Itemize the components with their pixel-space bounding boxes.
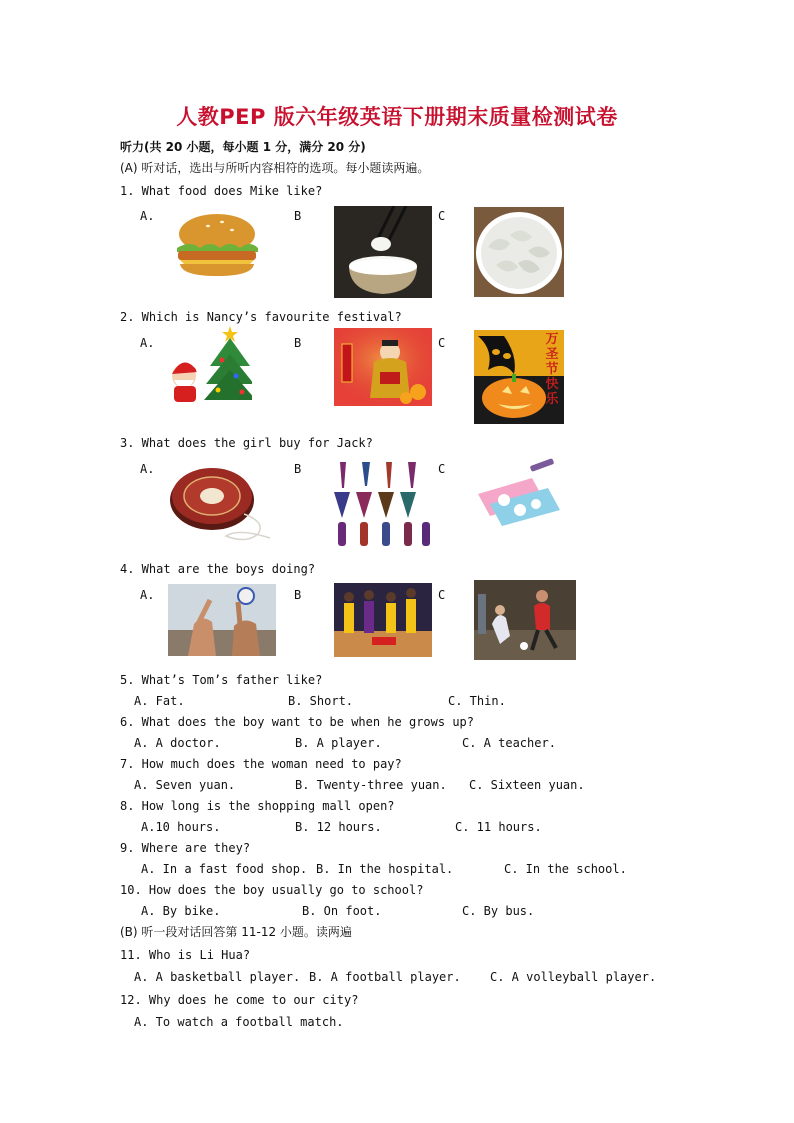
q9-option-a: A. In a fast food shop.	[141, 862, 308, 876]
rice-bowl-icon	[334, 206, 432, 298]
q10-option-c: C. By bus.	[462, 904, 535, 918]
q2-option-b-label: B	[294, 336, 302, 350]
q11-option-c: C. A volleyball player.	[490, 970, 657, 984]
q3-option-b-label: B	[294, 462, 302, 476]
q6-option-a: A. A doctor.	[134, 736, 221, 750]
q6-option-b: B. A player.	[295, 736, 382, 750]
q6-option-c: C. A teacher.	[462, 736, 556, 750]
question-1: 1. What food does Mike like?	[120, 184, 323, 198]
hairpins-icon	[330, 458, 434, 550]
pencil-case-icon	[474, 458, 566, 528]
q11-option-a: A. A basketball player.	[134, 970, 301, 984]
question-2: 2. Which is Nancy’s favourite festival?	[120, 310, 402, 324]
q11-option-b: B. A football player.	[309, 970, 461, 984]
basketball-icon	[334, 583, 432, 657]
spring-festival-icon	[334, 328, 432, 406]
question-4: 4. What are the boys doing?	[120, 562, 316, 576]
q4-option-a-label: A.	[140, 588, 155, 602]
hamburger-icon	[170, 206, 264, 284]
q9-option-c: C. In the school.	[504, 862, 627, 876]
q1-option-b-label: B	[294, 209, 302, 223]
q4-option-b-label: B	[294, 588, 302, 602]
q7-option-b: B. Twenty-three yuan.	[295, 778, 447, 792]
question-10: 10. How does the boy usually go to school?	[120, 883, 424, 897]
halloween-greeting: 万 圣 节 快 乐	[545, 332, 559, 407]
q10-option-a: A. By bike.	[141, 904, 221, 918]
question-3: 3. What does the girl buy for Jack?	[120, 436, 373, 450]
page-title: 人教PEP 版六年级英语下册期末质量检测试卷	[176, 105, 618, 129]
q1-option-a-label: A.	[140, 209, 155, 223]
q10-option-b: B. On foot.	[302, 904, 382, 918]
question-11: 11. Who is Li Hua?	[120, 948, 251, 962]
section-listening-heading: 听力(共 20 小题，每小题 1 分，满分 20 分)	[120, 140, 366, 154]
question-5: 5. What’s Tom’s father like?	[120, 673, 323, 687]
q3-option-a-label: A.	[140, 462, 155, 476]
q8-option-a: A.10 hours.	[141, 820, 221, 834]
q2-option-a-label: A.	[140, 336, 155, 350]
question-8: 8. How long is the shopping mall open?	[120, 799, 395, 813]
q9-option-b: B. In the hospital.	[316, 862, 454, 876]
volleyball-icon	[168, 584, 276, 656]
q7-option-a: A. Seven yuan.	[134, 778, 236, 792]
q3-option-c-label: C	[438, 462, 446, 476]
q5-option-b: B. Short.	[288, 694, 354, 708]
football-icon	[474, 580, 576, 660]
question-6: 6. What does the boy want to be when he grows up?	[120, 715, 475, 729]
q4-option-c-label: C	[438, 588, 446, 602]
christmas-tree-icon	[166, 324, 252, 406]
question-12: 12. Why does he come to our city?	[120, 993, 359, 1007]
part-b-instruction: (B) 听一段对话回答第 11-12 小题。读两遍	[120, 925, 352, 939]
q1-option-c-label: C	[438, 209, 446, 223]
yoyo-icon	[166, 458, 278, 548]
q12-option-a: A. To watch a football match.	[134, 1015, 344, 1029]
q5-option-a: A. Fat.	[134, 694, 185, 708]
q8-option-b: B. 12 hours.	[295, 820, 382, 834]
dumplings-icon	[474, 207, 564, 297]
part-a-instruction: (A) 听对话，选出与所听内容相符的选项。每小题读两遍。	[120, 161, 430, 175]
q5-option-c: C. Thin.	[448, 694, 506, 708]
halloween-pumpkin-icon	[474, 330, 564, 424]
question-7: 7. How much does the woman need to pay?	[120, 757, 402, 771]
q7-option-c: C. Sixteen yuan.	[469, 778, 585, 792]
question-9: 9. Where are they?	[120, 841, 251, 855]
q2-option-c-label: C	[438, 336, 446, 350]
q8-option-c: C. 11 hours.	[455, 820, 542, 834]
